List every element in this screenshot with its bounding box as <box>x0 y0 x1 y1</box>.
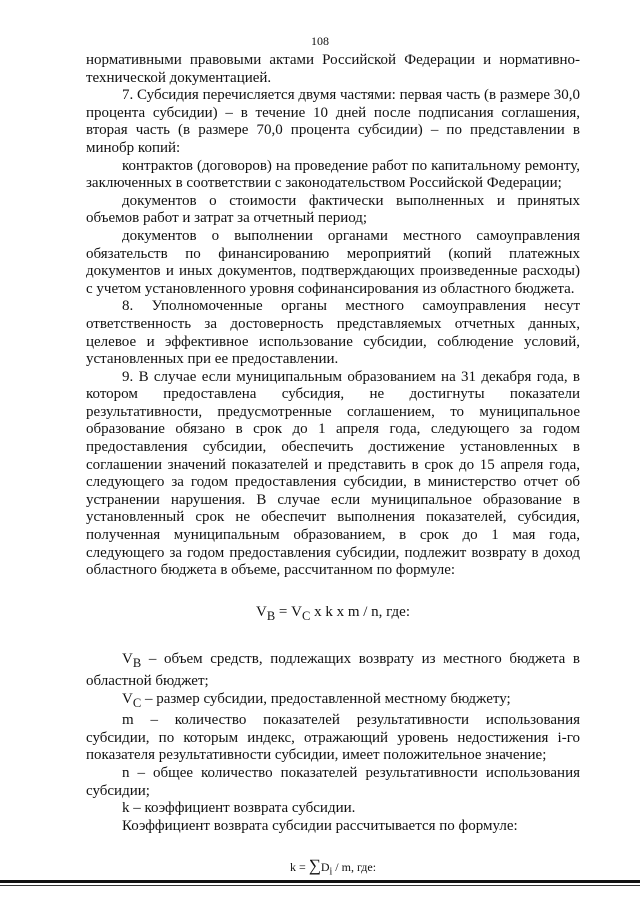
refund-formula <box>86 604 580 626</box>
symbol-v: V <box>122 690 133 707</box>
definition-vb <box>86 651 580 690</box>
paragraph: нормативными правовыми актами Российской Федерации и нормативно-технической документацией. <box>86 52 580 86</box>
paragraph: 9. В случае если муниципальным образованием на 31 декабря года, в котором предоставлена субсидия, не достигнуты показатели результативности, предусмотренные соглашением, то муниципальное образование обязано в срок до 1 апреля года, следующего за годом предоставления субсидии, обеспечить достижение установленных в соглашении значений показателей и представить в срок до 15 апреля года, следующего за годом предоставления субсидии, в министерство отчет об устранении нарушения. В случае если муниципальное образование в установленный срок не обеспечит выполнения показателей, субсидия, полученная муниципальным образованием, в срок до 1 мая года, следующего за годом предоставления субсидии, подлежит возврату в доход областного бюджета в объеме, рассчитанном по формуле: <box>86 368 580 579</box>
paragraph: 7. Субсидия перечисляется двумя частями: первая часть (в размере 30,0 процента субсидии) – в течение 10 дней после подписания соглашения, вторая часть (в размере 70,0 процента субсидии) – по представлении в минобр копий: <box>86 87 580 156</box>
definition-k: k – коэффициент возврата субсидии. <box>122 800 356 817</box>
paragraph: 8. Уполномоченные органы местного самоуправления несут ответственность за достоверность представляемых отчетных данных, целевое и эффективное использование субсидии, соблюдение условий, установленных при ее предоставлении. <box>86 298 580 368</box>
footer-rule-thin <box>0 885 640 886</box>
formula2-rest: / m, где: <box>332 860 377 875</box>
definition-n: n – общее количество показателей результативности использования субсидии; <box>86 764 580 799</box>
definition-text: – объем средств, подлежащих возврату из местного бюджета в областной бюджет; <box>86 651 580 689</box>
definition-m: m – количество показателей результативности использования субсидии, по которым индекс, отражающий уровень недостижения i-го показателя результативности субсидии, имеет положительное значение; <box>86 712 580 764</box>
coefficient-formula <box>86 857 580 881</box>
sum-symbol: ∑ <box>308 856 321 876</box>
paragraph: документов о выполнении органами местного самоуправления обязательств по финансированию мероприятий (копий платежных документов и иных документов, подтверждающих произведенные расходы) с учетом установленного уровня софинансирования из областного бюджета. <box>86 227 580 297</box>
formula2-left: k = <box>289 860 309 875</box>
formula-rest: x k x m / n, где: <box>310 603 411 620</box>
formula-eq: = V <box>275 603 302 620</box>
document-body <box>86 52 580 881</box>
definition-vc <box>86 691 580 713</box>
formula-v: V <box>255 603 267 620</box>
definition-text: – размер субсидии, предоставленной местному бюджету; <box>141 690 511 707</box>
symbol-sub-b: В <box>132 656 142 671</box>
page-number: 108 <box>311 34 329 48</box>
formula2-sub-i: i <box>329 866 333 878</box>
coefficient-intro: Коэффициент возврата субсидии рассчитывается по формуле: <box>122 817 518 834</box>
symbol-sub-c: С <box>132 695 142 710</box>
formula-sub-c: С <box>301 608 311 623</box>
symbol-v: V <box>122 651 133 668</box>
footer-rule <box>0 880 640 883</box>
paragraph: документов о стоимости фактически выполненных и принятых объемов работ и затрат за отчетный период; <box>86 192 580 227</box>
paragraph: контрактов (договоров) на проведение работ по капитальному ремонту, заключенных в соответствии с законодательством Российской Федерации; <box>86 157 580 192</box>
formula-sub-b: В <box>266 608 276 623</box>
formula2-d: D <box>320 860 330 875</box>
